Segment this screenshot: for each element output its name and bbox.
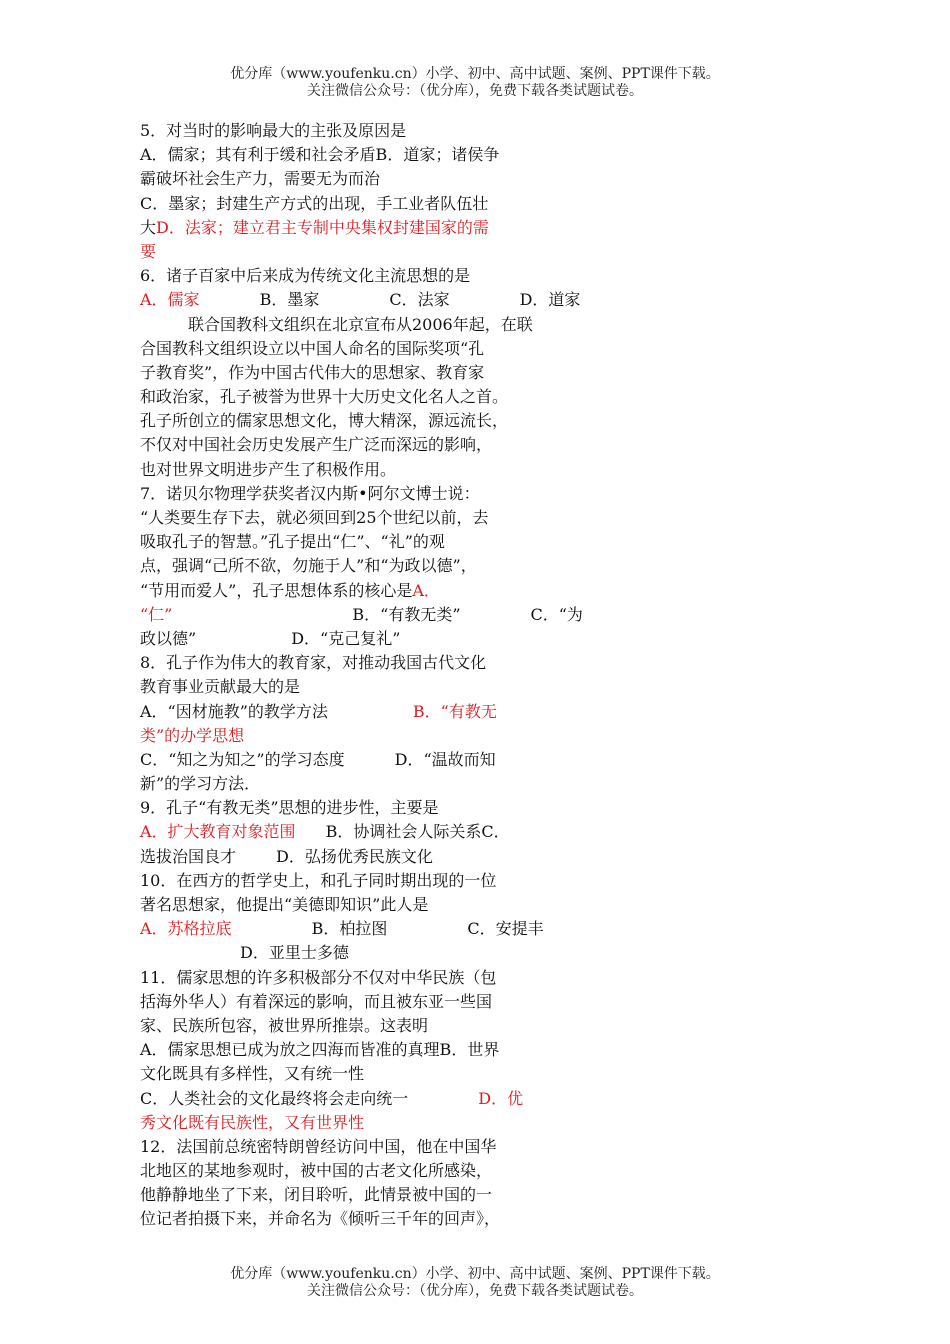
line-text: 大 (140, 217, 157, 237)
line-text: 6．诸子百家中后来成为传统文化主流思想的是 (140, 266, 471, 286)
line-text: 联合国教科文组织在北京宣布从2006年起，在联 (188, 314, 533, 334)
text-line (140, 772, 820, 796)
text-line (140, 893, 820, 917)
text-line (140, 966, 820, 990)
text-line (140, 724, 820, 748)
line-text: 不仅对中国社会历史发展产生广泛而深远的影响， (140, 435, 493, 455)
line-text: 8．孔子作为伟大的教育家，对推动我国古代文化 (140, 653, 487, 673)
line-text: “人类要生存下去，就必须回到25个世纪以前，去 (140, 508, 489, 527)
text-line (140, 796, 820, 820)
text-line (140, 1038, 820, 1062)
text-line (140, 1183, 820, 1207)
text-line (140, 385, 820, 409)
text-line (140, 990, 820, 1014)
line-text: 点，强调“己所不欲，勿施于人”和“为政以德”， (140, 556, 477, 576)
text-line (140, 313, 820, 337)
line-text: B．“有教无类” (352, 604, 461, 624)
answer-text: A． (412, 580, 440, 600)
footer-line-2: 关注微信公众号：（优分库），免费下载各类试题试卷。 (307, 1283, 643, 1299)
text-line (140, 1111, 820, 1135)
question-body (140, 119, 820, 1232)
line-text: C．安提丰 (467, 919, 544, 939)
answer-text: A．扩大教育对象范围 (140, 822, 296, 842)
text-line (140, 143, 820, 167)
line-text: 孔子所创立的儒家思想文化，博大精深，源远流长， (140, 411, 509, 431)
text-line (140, 192, 820, 216)
text-line (140, 1014, 820, 1038)
answer-text: 类”的办学思想 (140, 725, 245, 745)
answer-text: D．优 (478, 1088, 524, 1108)
text-line (140, 845, 820, 869)
line-text: B．协调社会人际关系C． (325, 822, 510, 842)
line-text: B．柏拉图 (311, 919, 388, 939)
line-text: 新”的学习方法． (140, 774, 261, 794)
text-line (140, 409, 820, 433)
line-text: 11．儒家思想的许多积极部分不仅对中华民族（包 (140, 967, 497, 987)
text-line (140, 264, 820, 288)
line-text: C．人类社会的文化最终将会走向统一 (140, 1088, 409, 1108)
line-text: 教育事业贡献最大的是 (140, 677, 301, 697)
footer-line-1: 优分库（www.youfenku.cn）小学、初中、高中试题、案例、PPT课件下载。 (230, 1266, 720, 1282)
line-text: 子教育奖”，作为中国古代伟大的思想家、教育家 (140, 362, 485, 382)
line-text: 括海外华人）有着深远的影响，而且被东亚一些国 (140, 991, 493, 1011)
page-header (0, 66, 950, 100)
line-text: 家、民族所包容，被世界所推崇。这表明 (140, 1015, 429, 1035)
text-line (140, 433, 820, 457)
answer-text: A．苏格拉底 (140, 919, 232, 939)
line-text: A．儒家；其有利于缓和社会矛盾B．道家；诸侯争 (140, 145, 500, 165)
text-line (140, 1207, 820, 1231)
text-line (140, 941, 820, 965)
line-text: 位记者拍摄下来，并命名为《倾听三千年的回声》， (140, 1209, 501, 1229)
line-text: C．“为 (530, 604, 583, 624)
header-line-2: 关注微信公众号：（优分库），免费下载各类试题试卷。 (307, 83, 643, 99)
text-line (140, 482, 820, 506)
line-text: D．“温故而知 (394, 749, 496, 769)
text-line (140, 216, 820, 240)
answer-text: B．“有教无 (412, 701, 497, 721)
line-text: 选拔治国良才 (140, 846, 237, 866)
line-text: A．儒家思想已成为放之四海而皆准的真理B．世界 (140, 1040, 500, 1060)
text-line (140, 119, 820, 143)
text-line (140, 361, 820, 385)
line-text: “节用而爱人”，孔子思想体系的核心是 (140, 580, 413, 600)
text-line (140, 554, 820, 578)
text-line (140, 337, 820, 361)
line-text: 5．对当时的影响最大的主张及原因是 (140, 121, 407, 140)
text-line (140, 627, 820, 651)
line-text: A．“因材施教”的教学方法 (140, 701, 328, 721)
line-text: 7．诺贝尔物理学获奖者汉内斯•阿尔文博士说： (140, 483, 480, 503)
line-text: 政以德” (140, 628, 197, 648)
line-text: 9．孔子“有教无类”思想的进步性，主要是 (140, 798, 439, 818)
page-footer (0, 1266, 950, 1300)
text-line (140, 579, 820, 603)
line-text: 他静静地坐了下来，闭目聆听，此情景被中国的一 (140, 1185, 493, 1205)
line-text: D．“克己复礼” (291, 628, 401, 648)
line-text: 北地区的某地参观时，被中国的古老文化所感染， (140, 1161, 493, 1181)
line-text: B．墨家 (259, 290, 320, 310)
text-line (140, 1159, 820, 1183)
text-line (140, 820, 820, 844)
text-line (140, 530, 820, 554)
text-line (140, 603, 820, 627)
text-line (140, 1135, 820, 1159)
line-text: 和政治家，孔子被誉为世界十大历史文化名人之首。 (140, 387, 509, 407)
answer-text: A．儒家 (140, 290, 200, 310)
text-line (140, 917, 820, 941)
line-text: 著名思想家，他提出“美德即知识”此人是 (140, 895, 429, 914)
text-line (140, 1087, 820, 1111)
text-line (140, 651, 820, 675)
text-line (140, 869, 820, 893)
line-text: D．弘扬优秀民族文化 (276, 846, 433, 866)
line-text: C．“知之为知之”的学习态度 (140, 749, 345, 769)
text-line (140, 675, 820, 699)
line-text: 霸破坏社会生产力，需要无为而治 (140, 169, 381, 189)
answer-text: 秀文化既有民族性，又有世界性 (140, 1112, 365, 1132)
text-line (140, 167, 820, 191)
line-text: C．墨家；封建生产方式的出现，手工业者队伍壮 (140, 193, 489, 213)
line-text: D．亚里士多德 (240, 943, 349, 963)
text-line (140, 700, 820, 724)
line-text: 合国教科文组织设立以中国人命名的国际奖项“孔 (140, 338, 485, 358)
text-line (140, 506, 820, 530)
line-text: C．法家 (389, 290, 450, 310)
header-line-1: 优分库（www.youfenku.cn）小学、初中、高中试题、案例、PPT课件下载。 (230, 66, 720, 82)
text-line (140, 288, 820, 312)
answer-text: 要 (140, 241, 157, 261)
text-line (140, 1062, 820, 1086)
answer-text: D．法家；建立君主专制中央集权封建国家的需 (156, 217, 489, 237)
line-text: 12．法国前总统密特朗曾经访问中国，他在中国华 (140, 1136, 497, 1156)
line-text: D．道家 (519, 290, 581, 310)
line-text: 10．在西方的哲学史上，和孔子同时期出现的一位 (140, 870, 497, 890)
line-text: 文化既具有多样性，又有统一性 (140, 1064, 365, 1084)
line-text: 也对世界文明进步产生了积极作用。 (140, 459, 397, 479)
text-line (140, 748, 820, 772)
text-line (140, 240, 820, 264)
answer-text: “仁” (140, 604, 173, 624)
line-text: 吸取孔子的智慧。”孔子提出“仁”、“礼”的观 (140, 532, 445, 552)
text-line (140, 458, 820, 482)
